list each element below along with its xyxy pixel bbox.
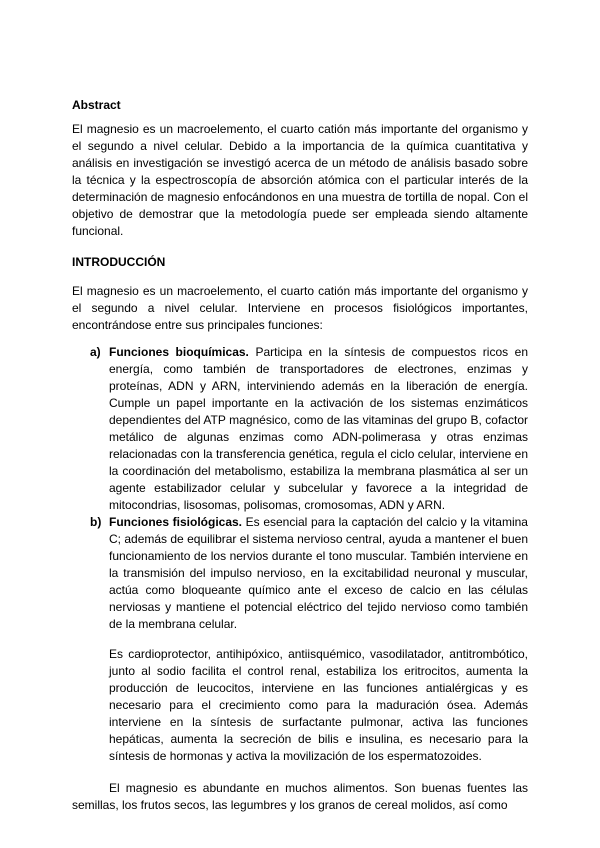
list-item-funciones-fisiologicas [72, 514, 528, 633]
introduccion-heading: INTRODUCCIÓN [72, 255, 166, 269]
list-item-term: Funciones fisiológicas. [109, 515, 243, 529]
list-item-text: Participa en la síntesis de compuestos ricos en energía, como también de transportadores de electrones, enzimas y proteínas, ADN y ARN, interviniendo además en la liberación de energía. Cumple un papel importante en la activación de los sistemas enzimáticos dependientes del ATP magnésico, como de las vitaminas del grupo B, cofactor metálico de algunas enzimas como ADN-polimerasa y otras enzimas relacionadas con la transferencia genética, regula el ciclo celular, interviene en la coordinación del metabolismo, estabiliza la membrana plasmática al ser un agente estabilizador celular y subcelular y favorece a la integridad de mitocondrias, lisosomas, polisomas, cromosomas, ADN y ARN. [109, 345, 529, 512]
intro-paragraph: El magnesio es un macroelemento, el cuarto catión más importante del organismo y el segundo a nivel celular. Interviene en procesos fisiológicos importantes, encontrándose entre sus principales funciones: [72, 284, 528, 332]
abstract-heading: Abstract [72, 98, 121, 112]
abstract-paragraph: El magnesio es un macroelemento, el cuarto catión más importante del organismo y el segundo a nivel celular. Debido a la importancia de la química cuantitativa y análisis en investigación se investigó acerca de un método de análisis basado sobre la técnica y la espectroscopía de absorción atómica con el particular interés de la determinación de magnesio enfocándonos en una muestra de tortilla de nopal. Con el objetivo de demostrar que la metodología puede ser empleada siendo altamente funcional. [72, 122, 528, 238]
functions-list [72, 344, 528, 633]
closing-paragraph: El magnesio es abundante en muchos alimentos. Son buenas fuentes las semillas, los frutos secos, las legumbres y los granos de cereal molidos, así como [72, 781, 528, 812]
list-item-text: Es esencial para la captación del calcio y la vitamina C; además de equilibrar el sistema nervioso central, ayuda a mantener el buen funcionamiento de los nervios durante el tono muscular. También interviene en la transmisión del impulso nervioso, en la excitabilidad neuronal y muscular, actúa como bloqueante químico ante el exceso de calcio en las células nerviosas y mantiene el potencial eléctrico del tejido nervioso como también de la membrana celular. [109, 515, 528, 631]
continuation-paragraph: Es cardioprotector, antihipóxico, antiisquémico, vasodilatador, antitrombótico, junto al sodio facilita el control renal, estabiliza los eritrocitos, aumenta la producción de leucocitos, interviene en las funciones antialérgicas y es necesario para el crecimiento como para la maduración ósea. Además interviene en la síntesis de surfactante pulmonar, activa las funciones hepáticas, aumenta la secreción de bilis e insulina, es necesario para la síntesis de hormonas y activa la movilización de los espermatozoides. [109, 647, 528, 763]
list-marker: b) [90, 515, 102, 529]
list-item-term: Funciones bioquímicas. [109, 345, 249, 359]
list-item-funciones-bioquimicas [72, 344, 528, 514]
list-marker: a) [90, 345, 101, 359]
page-content [72, 97, 528, 814]
